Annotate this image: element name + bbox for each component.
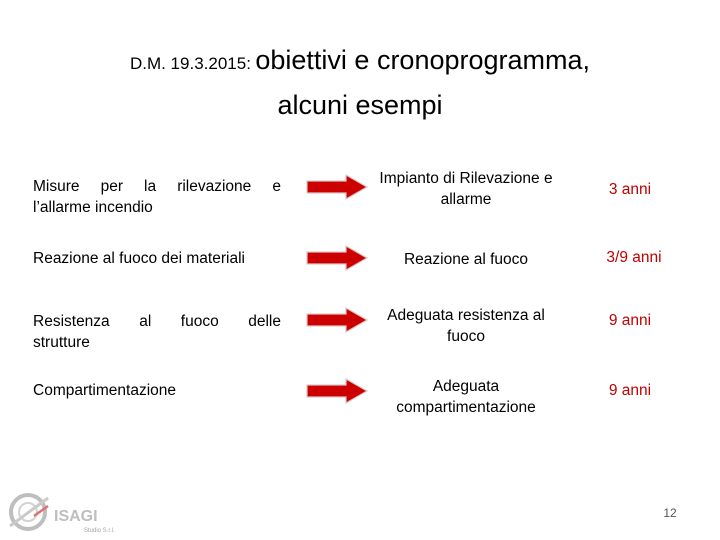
- measure-line1: Compartimentazione: [33, 382, 177, 399]
- title-main: obiettivi e cronoprogramma,: [255, 45, 591, 75]
- measure-resistance-structures: [33, 311, 281, 353]
- measure-detection-alarm: [33, 176, 281, 218]
- arrow-right-icon: [306, 245, 368, 271]
- arrow-right-icon: [306, 307, 368, 333]
- measure-line1: Reazione al fuoco dei materiali: [33, 250, 245, 267]
- measure-line2: strutture: [33, 334, 90, 351]
- page-number: 12: [663, 506, 677, 520]
- measure-line1: Resistenza al fuoco delle: [33, 313, 281, 330]
- years-detection-alarm: 3 anni: [608, 181, 652, 198]
- target-reaction: Reazione al fuoco: [403, 251, 529, 268]
- measure-reaction-materials: [33, 248, 281, 269]
- logo-text: ISAGI: [54, 508, 98, 525]
- slide-title: [0, 38, 720, 127]
- arrow-right-icon: [306, 378, 368, 404]
- isagi-logo: [4, 488, 128, 536]
- years-reaction: 3/9 anni: [606, 249, 662, 266]
- measure-line1: Misure per la rilevazione e: [33, 178, 281, 195]
- measure-compartment: [33, 380, 281, 401]
- target-detection-alarm: Impianto di Rilevazione e allarme: [379, 170, 553, 208]
- years-compartment: 9 anni: [608, 382, 652, 399]
- title-line2: alcuni esempi: [277, 90, 443, 120]
- target-compartment: Adeguata compartimentazione: [396, 378, 536, 416]
- arrow-right-icon: [306, 174, 368, 200]
- years-resistance: 9 anni: [608, 312, 652, 329]
- measure-line2: l’allarme incendio: [33, 199, 153, 216]
- logo-subtext: Studio S.r.l.: [84, 528, 115, 534]
- target-resistance: Adeguata resistenza al fuoco: [387, 307, 545, 345]
- title-prefix: D.M. 19.3.2015:: [129, 54, 251, 73]
